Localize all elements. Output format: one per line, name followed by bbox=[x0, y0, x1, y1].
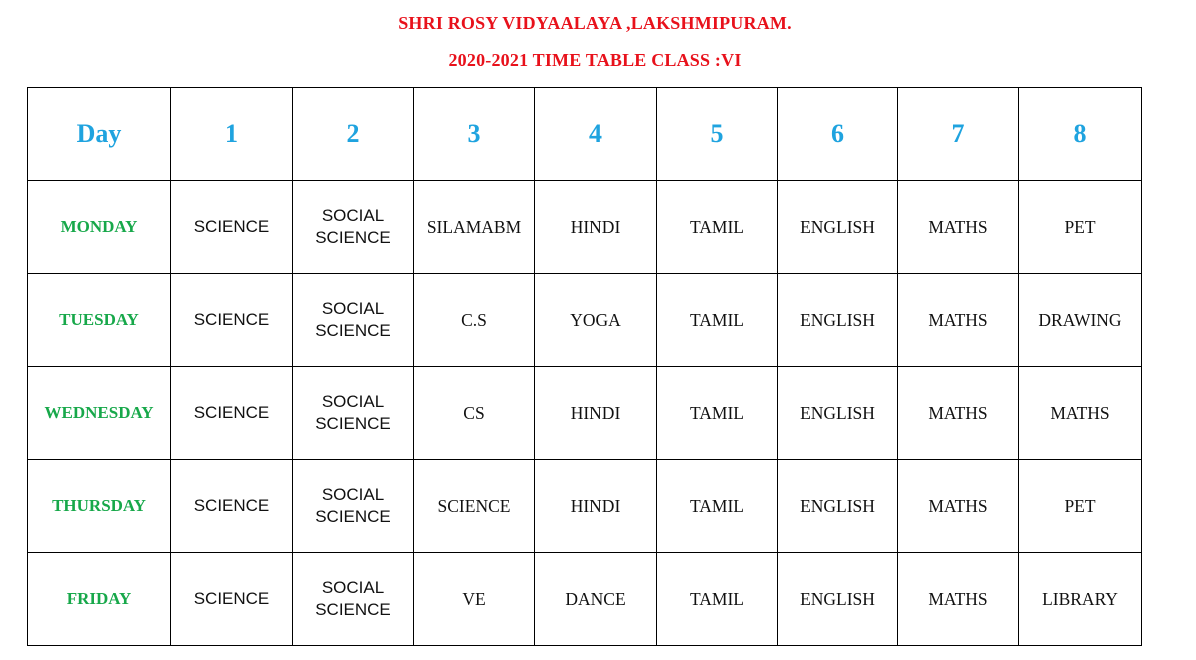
subject-cell bbox=[535, 367, 657, 460]
day-cell: WEDNESDAY bbox=[28, 367, 171, 460]
day-cell: TUESDAY bbox=[28, 274, 171, 367]
subject-cell bbox=[414, 181, 535, 274]
subject-cell bbox=[898, 367, 1019, 460]
header-cell-period-6: 6 bbox=[778, 88, 898, 181]
day-cell: MONDAY bbox=[28, 181, 171, 274]
subject-cell bbox=[1019, 274, 1142, 367]
subject-text: VE bbox=[462, 589, 486, 609]
subject-cell bbox=[535, 553, 657, 646]
subject-cell bbox=[898, 274, 1019, 367]
subject-cell bbox=[414, 367, 535, 460]
timetable-row bbox=[28, 553, 1142, 646]
subject-text: SCIENCE bbox=[315, 414, 391, 433]
subject-text: YOGA bbox=[570, 310, 621, 330]
subject-text: SCIENCE bbox=[315, 228, 391, 247]
subject-text: MATHS bbox=[928, 217, 988, 237]
subject-text: SCIENCE bbox=[193, 310, 270, 329]
timetable bbox=[27, 87, 1142, 646]
subject-text: MATHS bbox=[928, 403, 988, 423]
subject-text: TAMIL bbox=[689, 496, 744, 516]
subject-cell bbox=[293, 181, 414, 274]
subject-text: TAMIL bbox=[689, 310, 744, 330]
subject-text: SCIENCE bbox=[193, 217, 270, 236]
subject-text: ENGLISH bbox=[800, 310, 875, 330]
subject-text: ENGLISH bbox=[800, 217, 875, 237]
subject-text: HINDI bbox=[570, 403, 621, 423]
subject-cell bbox=[535, 460, 657, 553]
subject-cell bbox=[171, 181, 293, 274]
subject-cell bbox=[414, 460, 535, 553]
subject-text: PET bbox=[1064, 496, 1096, 516]
header-cell-period-7: 7 bbox=[898, 88, 1019, 181]
timetable-body bbox=[28, 88, 1142, 646]
subject-cell bbox=[293, 460, 414, 553]
subject-cell bbox=[171, 460, 293, 553]
subject-cell bbox=[535, 181, 657, 274]
subject-cell bbox=[657, 367, 778, 460]
subject-cell bbox=[171, 553, 293, 646]
header-cell-day: Day bbox=[28, 88, 171, 181]
subject-text: SCIENCE bbox=[315, 507, 391, 526]
timetable-row bbox=[28, 460, 1142, 553]
header-cell-period-3: 3 bbox=[414, 88, 535, 181]
subject-cell bbox=[293, 553, 414, 646]
subject-cell bbox=[1019, 181, 1142, 274]
subject-text: SOCIAL bbox=[321, 392, 385, 411]
subject-text: C.S bbox=[461, 310, 487, 330]
subject-text: SOCIAL bbox=[321, 485, 385, 504]
header-cell-period-8: 8 bbox=[1019, 88, 1142, 181]
subject-text: SCIENCE bbox=[193, 496, 270, 515]
subject-text: SOCIAL bbox=[321, 206, 385, 225]
subject-cell bbox=[657, 553, 778, 646]
timetable-row bbox=[28, 274, 1142, 367]
timetable-row bbox=[28, 181, 1142, 274]
subject-cell bbox=[1019, 367, 1142, 460]
subject-text: CS bbox=[463, 403, 485, 423]
subject-text: SCIENCE bbox=[315, 600, 391, 619]
subject-cell bbox=[293, 274, 414, 367]
subject-cell bbox=[1019, 553, 1142, 646]
subject-text: HINDI bbox=[570, 217, 621, 237]
subject-text: SCIENCE bbox=[437, 496, 511, 516]
subject-cell bbox=[657, 274, 778, 367]
subject-text: SCIENCE bbox=[193, 403, 270, 422]
day-cell: FRIDAY bbox=[28, 553, 171, 646]
subject-cell bbox=[535, 274, 657, 367]
subject-text: ENGLISH bbox=[800, 403, 875, 423]
subject-text: TAMIL bbox=[689, 589, 744, 609]
subject-text: DANCE bbox=[565, 589, 626, 609]
subject-cell bbox=[778, 553, 898, 646]
subject-text: ENGLISH bbox=[800, 589, 875, 609]
day-cell: THURSDAY bbox=[28, 460, 171, 553]
subject-text: ENGLISH bbox=[800, 496, 875, 516]
subject-text: MATHS bbox=[928, 496, 988, 516]
subject-text: SOCIAL bbox=[321, 578, 385, 597]
subject-text: DRAWING bbox=[1038, 310, 1122, 330]
subject-cell bbox=[657, 181, 778, 274]
subject-text: PET bbox=[1064, 217, 1096, 237]
subject-cell bbox=[898, 181, 1019, 274]
header-cell-period-1: 1 bbox=[171, 88, 293, 181]
subject-cell bbox=[1019, 460, 1142, 553]
subject-cell bbox=[778, 460, 898, 553]
subject-cell bbox=[293, 367, 414, 460]
subject-text: MATHS bbox=[1050, 403, 1110, 423]
subject-cell bbox=[414, 553, 535, 646]
header-cell-period-2: 2 bbox=[293, 88, 414, 181]
subject-cell bbox=[778, 367, 898, 460]
subject-text: TAMIL bbox=[689, 403, 744, 423]
school-title: SHRI ROSY VIDYAALAYA ,LAKSHMIPURAM. bbox=[398, 13, 792, 33]
subject-text: LIBRARY bbox=[1042, 589, 1118, 609]
header-row bbox=[28, 88, 1142, 181]
subject-cell bbox=[414, 274, 535, 367]
header-cell-period-5: 5 bbox=[657, 88, 778, 181]
subject-cell bbox=[778, 274, 898, 367]
subject-cell bbox=[657, 460, 778, 553]
subject-text: MATHS bbox=[928, 589, 988, 609]
subject-text: SOCIAL bbox=[321, 299, 385, 318]
subject-cell bbox=[898, 553, 1019, 646]
subject-cell bbox=[171, 367, 293, 460]
subject-cell bbox=[898, 460, 1019, 553]
subject-text: MATHS bbox=[928, 310, 988, 330]
subject-text: HINDI bbox=[570, 496, 621, 516]
header-cell-period-4: 4 bbox=[535, 88, 657, 181]
subject-cell bbox=[171, 274, 293, 367]
subject-text: SCIENCE bbox=[315, 321, 391, 340]
timetable-title: 2020-2021 TIME TABLE CLASS :VI bbox=[448, 50, 742, 70]
timetable-row bbox=[28, 367, 1142, 460]
subject-text: SCIENCE bbox=[193, 589, 270, 608]
subject-text: TAMIL bbox=[689, 217, 744, 237]
subject-cell bbox=[778, 181, 898, 274]
subject-text: SILAMABM bbox=[426, 217, 522, 237]
